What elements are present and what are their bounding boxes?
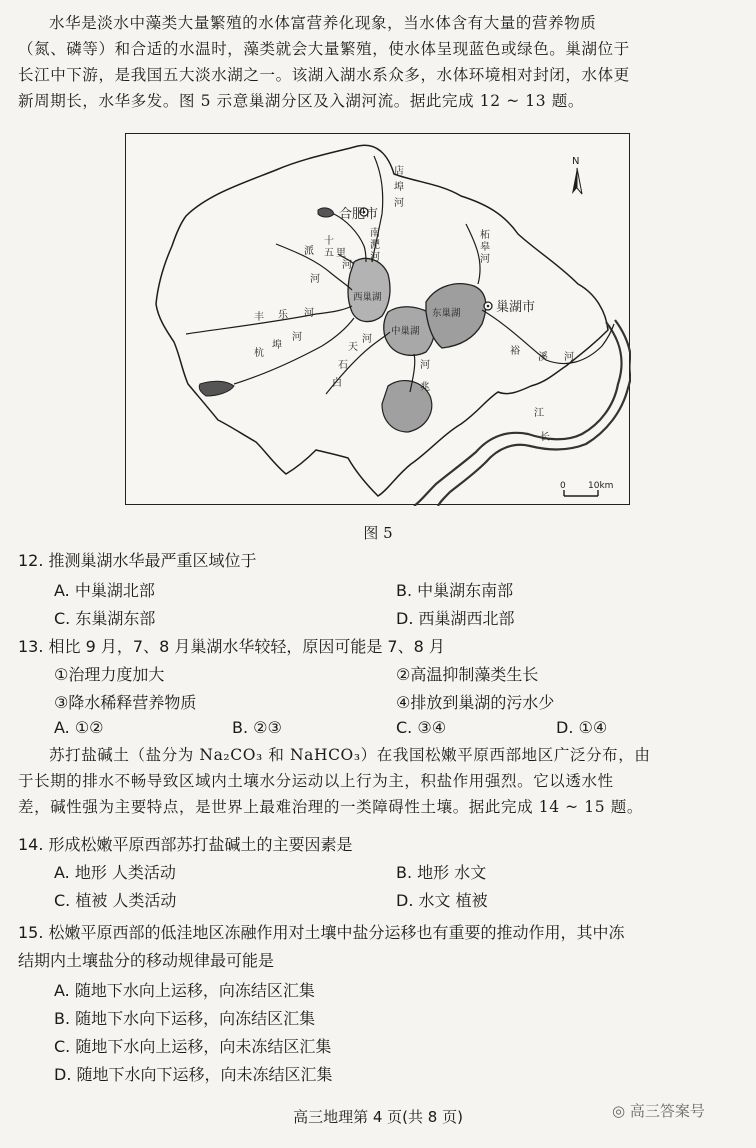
label-tianshibai-2: 石 [338,360,348,371]
label-tianshibai-3: 白 [332,378,342,389]
question-13-stem: 13. 相比 9 月，7、8 月巢湖水华较轻，原因可能是 7、8 月 [18,637,445,656]
q13-option-b: B. ②③ [232,718,282,737]
label-hangbu-2: 埠 [272,340,282,351]
q12-option-c: C. 东巢湖东部 [54,609,156,628]
label-hangbu-1: 杭 [254,348,264,359]
passage-line: 水华是淡水中藻类大量繁殖的水体富营养化现象，当水体含有大量的营养物质 [49,14,597,32]
scale-zero: 0 [560,481,566,491]
passage-algal-bloom [18,10,740,114]
label-west-lake: 西巢湖 [353,292,382,303]
passage-line: 于长期的排水不畅导致区域内土壤水分运动以上行为主，积盐作用强烈。它以透水性 [18,772,614,790]
label-nanfei-3: 河 [370,252,380,263]
q14-option-d: D. 水文 植被 [396,891,488,910]
passage-line: 新周期长，水华多发。图 5 示意巢湖分区及入湖河流。据此完成 12 ~ 13 题。 [18,92,584,110]
q13-item-2: ②高温抑制藻类生长 [396,665,539,684]
label-zhegao-1: 柘 [480,230,490,241]
label-shiwuli-1: 十 [324,236,334,247]
passage-line: （氮、磷等）和合适的水温时，藻类就会大量繁殖，使水体呈现蓝色或绿色。巢湖位于 [18,40,630,58]
q13-option-c: C. ③④ [396,718,447,737]
label-changjiang-2: 长 [540,432,550,443]
label-fengle-2: 乐 [278,310,288,321]
q14-option-b: B. 地形 水文 [396,863,487,882]
label-hangbu-3: 河 [292,332,302,343]
q13-item-1: ①治理力度加大 [54,665,165,684]
label-chaohu: 巢湖市 [496,300,536,315]
q15-option-b: B. 随地下水向下运移，向冻结区汇集 [54,1009,316,1028]
question-15-stem-line-1: 15. 松嫩平原西部的低洼地区冻融作用对土壤中盐分运移也有重要的推动作用，其中冻 [18,923,625,942]
basin-outline [156,145,608,496]
label-zhao-1: 河 [420,360,430,371]
label-dianbu-2: 埠 [394,182,404,193]
label-pai-2: 河 [310,274,320,285]
chaohu-map [125,133,630,505]
label-tianshibai-4: 河 [362,334,372,345]
north-label: N [572,156,580,167]
label-yuxi-2: 溪 [538,352,548,363]
question-15-stem-line-2: 结期内土壤盐分的移动规律最可能是 [18,951,275,970]
label-shiwuli-4: 河 [342,260,352,271]
label-dianbu-3: 河 [394,198,404,209]
label-pai-1: 派 [304,246,314,257]
watermark-text: 高三答案号 [629,1102,705,1120]
chat-bubble-icon: ◎ [612,1102,630,1120]
q13-option-d: D. ①④ [556,718,608,737]
page-footer: 高三地理第 4 页(共 8 页) [293,1108,463,1126]
q13-option-a: A. ①② [54,718,104,737]
q14-option-a: A. 地形 人类活动 [54,863,176,882]
label-middle-lake: 中巢湖 [391,326,420,337]
label-fengle-3: 河 [304,308,314,319]
label-yuxi-3: 河 [564,352,574,363]
west-lake-shape [348,258,390,321]
q12-option-b: B. 中巢湖东南部 [396,581,514,600]
label-east-lake: 东巢湖 [432,308,461,319]
question-12-stem: 12. 推测巢湖水华最严重区域位于 [18,551,257,570]
figure-caption: 图 5 [363,524,393,542]
label-yuxi-1: 裕 [510,346,520,357]
passage-saline-soil [18,742,740,820]
passage-line: 长江中下游，是我国五大淡水湖之一。该湖入湖水系众多，水体环境相对封闭，水体更 [18,66,630,84]
q13-item-3: ③降水稀释营养物质 [54,693,197,712]
north-arrow-icon [572,168,582,194]
passage-line: 差，碱性强为主要特点，是世界上最难治理的一类障碍性土壤。据此完成 14 ~ 15 题。 [18,798,643,816]
label-zhegao-2: 皋 [480,242,490,253]
west-reservoir-shape [199,381,234,396]
label-tianshibai-1: 天 [348,342,358,353]
question-14-stem: 14. 形成松嫩平原西部苏打盐碱土的主要因素是 [18,835,353,854]
q12-option-d: D. 西巢湖西北部 [396,609,515,628]
label-changjiang-1: 江 [534,408,544,419]
label-nanfei-1: 南 [370,228,380,239]
map-drawing [126,134,631,506]
label-shiwuli-3: 里 [336,248,346,259]
q15-option-d: D. 随地下水向下运移，向未冻结区汇集 [54,1065,333,1084]
label-zhao-2: 兆 [420,382,430,393]
label-shiwuli-2: 五 [324,248,334,259]
q15-option-c: C. 随地下水向上运移，向未冻结区汇集 [54,1037,332,1056]
q12-option-a: A. 中巢湖北部 [54,581,155,600]
label-nanfei-2: 淝 [370,240,380,251]
q14-option-c: C. 植被 人类活动 [54,891,177,910]
label-fengle-1: 丰 [254,312,264,323]
north-reservoir-shape [318,208,334,217]
q15-option-a: A. 随地下水向上运移，向冻结区汇集 [54,981,315,1000]
watermark [612,1100,705,1121]
scale-distance: 10km [588,481,614,491]
q13-item-4: ④排放到巢湖的污水少 [396,693,555,712]
label-hefei: 合肥市 [339,207,379,222]
label-zhegao-3: 河 [480,254,490,265]
passage-line: 苏打盐碱土（盐分为 Na₂CO₃ 和 NaHCO₃）在我国松嫩平原西部地区广泛分布，由 [49,746,651,764]
label-dianbu-1: 店 [394,166,404,177]
